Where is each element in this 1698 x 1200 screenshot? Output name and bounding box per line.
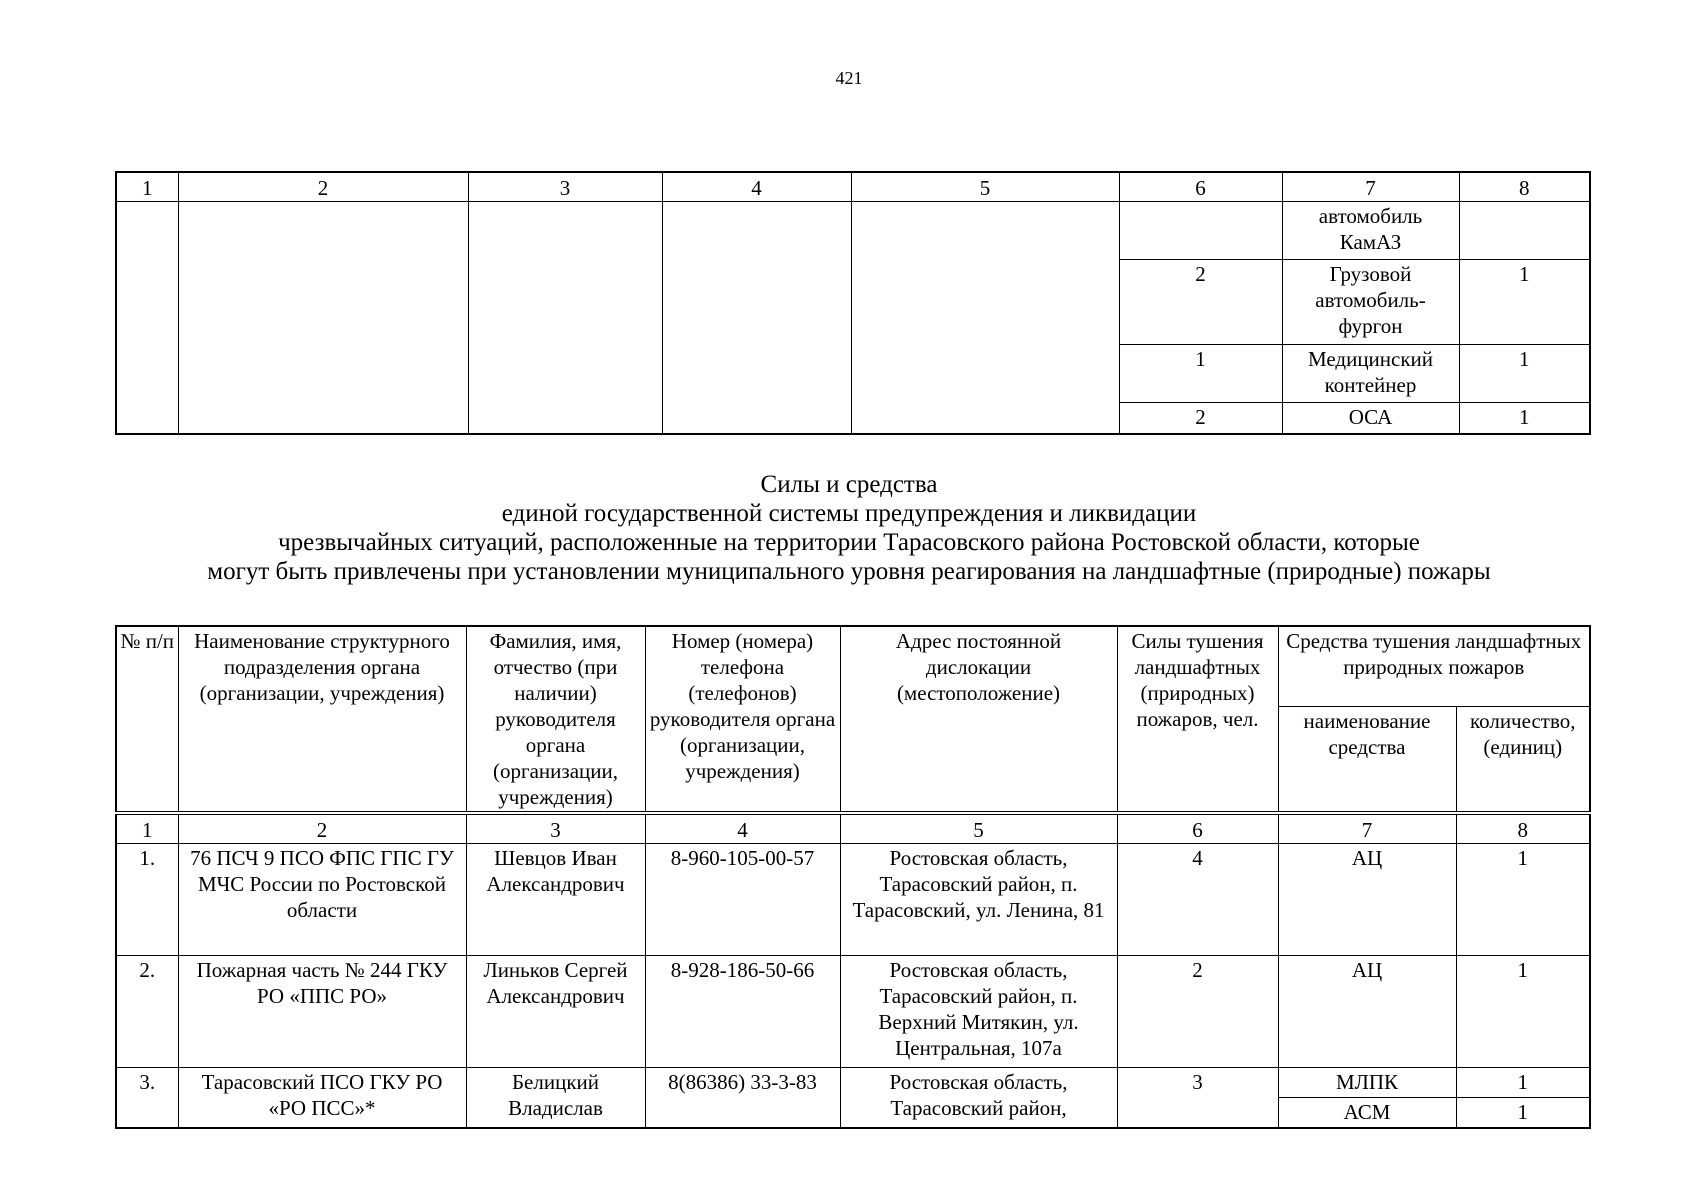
forces-cell: [1119, 202, 1282, 260]
means-qty: 1: [1456, 1068, 1590, 1098]
column-number: 6: [1119, 172, 1282, 202]
means-name-cell: Медицинский контейнер: [1282, 345, 1459, 403]
table-row: [116, 1068, 1590, 1098]
forces-count: 3: [1117, 1068, 1278, 1128]
column-number-row: [116, 172, 1590, 202]
column-number: 8: [1456, 813, 1590, 844]
means-name: МЛПК: [1278, 1068, 1456, 1098]
forces-means-table: [115, 625, 1591, 1129]
title-line: единой государственной системы предупреждения и ликвидации: [501, 500, 1197, 527]
column-number: 5: [851, 172, 1119, 202]
means-qty: 1: [1456, 956, 1590, 1068]
column-number-row: [116, 813, 1590, 844]
continuation-table: [115, 171, 1591, 435]
forces-cell: 1: [1119, 345, 1282, 403]
header-means-qty: количество, (единиц): [1456, 706, 1590, 813]
table-row: [116, 956, 1590, 1068]
column-number: 4: [662, 172, 851, 202]
column-number: 3: [466, 813, 645, 844]
means-name: АЦ: [1278, 956, 1456, 1068]
header-address: Адрес постоянной дислокации (местоположение): [840, 626, 1117, 813]
means-qty-cell: 1: [1459, 403, 1590, 434]
means-qty: 1: [1456, 1098, 1590, 1128]
header-means-name: наименование средства: [1278, 706, 1456, 813]
empty-cell: [468, 202, 662, 434]
title-line: Силы и средства: [760, 471, 938, 498]
column-number: 3: [468, 172, 662, 202]
unit-name: Пожарная часть № 244 ГКУ РО «ППС РО»: [178, 956, 466, 1068]
header-phone: Номер (номера) телефона (телефонов) руководителя органа (организации, учреждения): [645, 626, 840, 813]
address: Ростовская область, Тарасовский район,: [840, 1068, 1117, 1128]
header-means-group: Средства тушения ландшафтных природных пожаров: [1278, 626, 1590, 706]
empty-cell: [116, 202, 178, 434]
header-number: № п/п: [116, 626, 178, 813]
means-qty-cell: [1459, 202, 1590, 260]
header-unit: Наименование структурного подразделения органа (организации, учреждения): [178, 626, 466, 813]
row-number: 3.: [116, 1068, 178, 1128]
address: Ростовская область, Тарасовский район, п. Верхний Митякин, ул. Центральная, 107а: [840, 956, 1117, 1068]
column-number: 1: [116, 172, 178, 202]
forces-cell: 2: [1119, 403, 1282, 434]
table-row: [116, 844, 1590, 956]
column-number: 7: [1278, 813, 1456, 844]
means-name-cell: автомобиль КамАЗ: [1282, 202, 1459, 260]
title-line: могут быть привлечены при установлении муниципального уровня реагирования на ландшафтные (природные) пожары: [207, 558, 1491, 585]
empty-cell: [662, 202, 851, 434]
column-number: 4: [645, 813, 840, 844]
column-number: 2: [178, 172, 468, 202]
empty-cell: [178, 202, 468, 434]
column-number: 1: [116, 813, 178, 844]
forces-cell: 2: [1119, 260, 1282, 345]
row-number: 1.: [116, 844, 178, 956]
head-name: Линьков Сергей Александрович: [466, 956, 645, 1068]
head-name: Белицкий Владислав: [466, 1068, 645, 1128]
column-number: 6: [1117, 813, 1278, 844]
page-number: 421: [835, 68, 863, 88]
column-number: 7: [1282, 172, 1459, 202]
means-qty-cell: 1: [1459, 260, 1590, 345]
section-title: [0, 470, 1698, 586]
column-number: 5: [840, 813, 1117, 844]
header-forces: Силы тушения ландшафтных (природных) пожаров, чел.: [1117, 626, 1278, 813]
means-qty-cell: 1: [1459, 345, 1590, 403]
address: Ростовская область, Тарасовский район, п. Тарасовский, ул. Ленина, 81: [840, 844, 1117, 956]
phone-number: 8-928-186-50-66: [645, 956, 840, 1068]
empty-cell: [851, 202, 1119, 434]
title-line: чрезвычайных ситуаций, расположенные на территории Тарасовского района Ростовской области, которые: [278, 529, 1420, 556]
phone-number: 8(86386) 33-3-83: [645, 1068, 840, 1128]
row-number: 2.: [116, 956, 178, 1068]
means-name-cell: ОСА: [1282, 403, 1459, 434]
means-name: АЦ: [1278, 844, 1456, 956]
phone-number: 8-960-105-00-57: [645, 844, 840, 956]
unit-name: 76 ПСЧ 9 ПСО ФПС ГПС ГУ МЧС России по Ростовской области: [178, 844, 466, 956]
means-name-cell: Грузовой автомобиль-фургон: [1282, 260, 1459, 345]
table-row: [116, 202, 1590, 260]
column-number: 2: [178, 813, 466, 844]
header-row: [116, 626, 1590, 706]
means-qty: 1: [1456, 844, 1590, 956]
means-name: АСМ: [1278, 1098, 1456, 1128]
header-head: Фамилия, имя, отчество (при наличии) руководителя органа (организации, учреждения): [466, 626, 645, 813]
forces-count: 2: [1117, 956, 1278, 1068]
forces-count: 4: [1117, 844, 1278, 956]
column-number: 8: [1459, 172, 1590, 202]
unit-name: Тарасовский ПСО ГКУ РО «РО ПСС»*: [178, 1068, 466, 1128]
head-name: Шевцов Иван Александрович: [466, 844, 645, 956]
